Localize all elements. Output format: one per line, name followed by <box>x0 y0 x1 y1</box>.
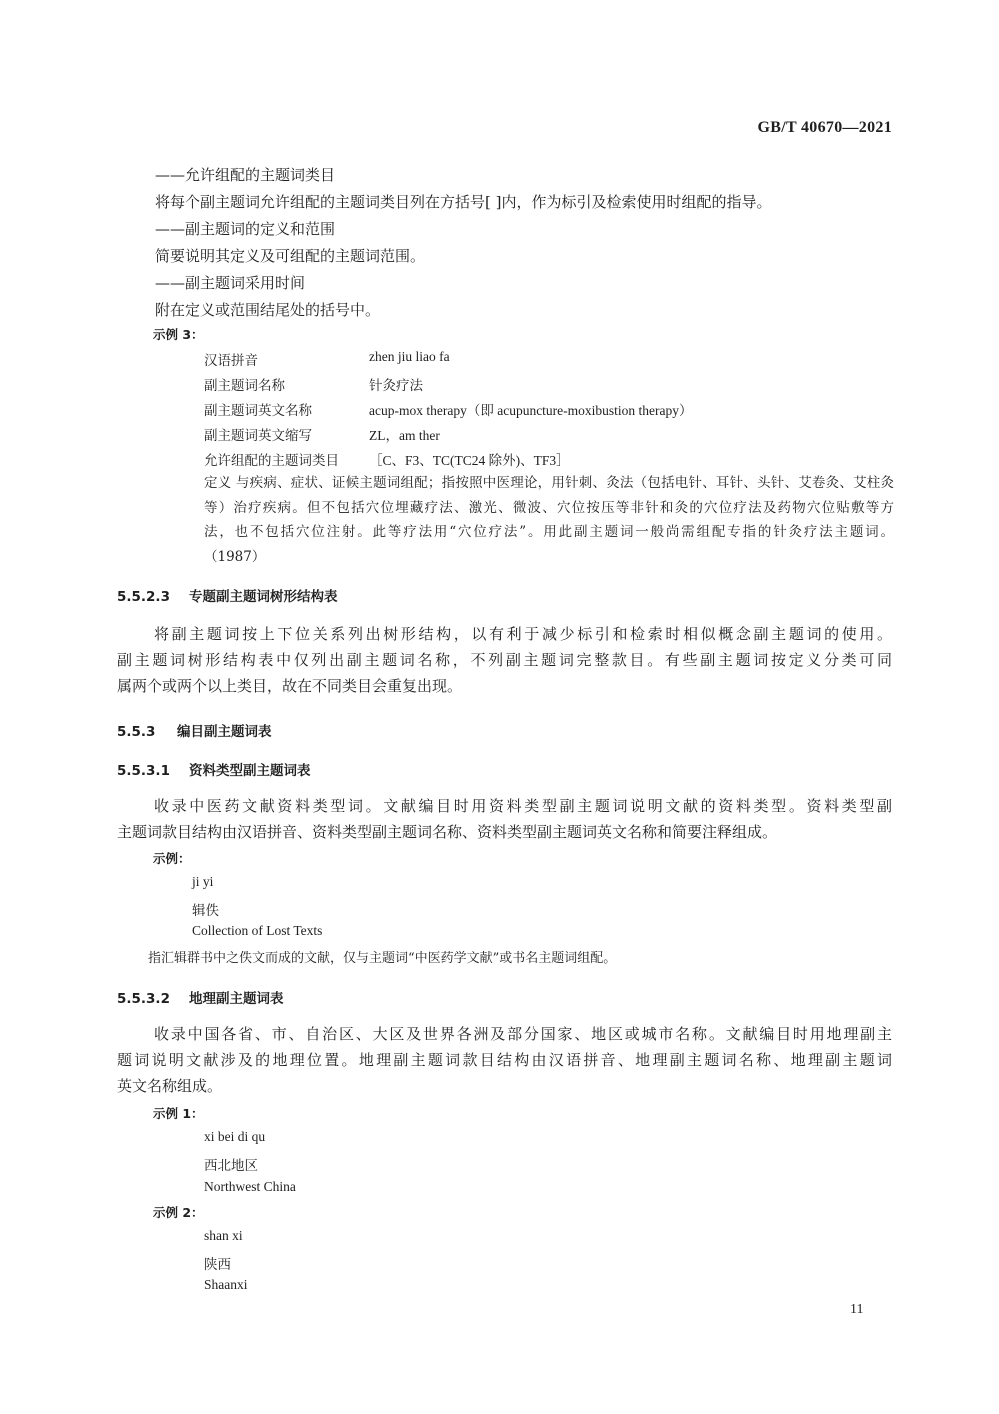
row-key: 汉语拼音 <box>204 353 258 369</box>
row-value: acup-mox therapy（即 acupuncture-moxibustion therapy） <box>369 403 693 418</box>
section-title: 专题副主题词树形结构表 <box>189 589 338 605</box>
row-key: 副主题词英文名称 <box>204 403 312 419</box>
section-5532-heading <box>117 987 284 1007</box>
intro-line-1: ——允许组配的主题词类目 <box>155 166 336 184</box>
section-5532-body <box>117 1021 892 1099</box>
intro-line-3: ——副主题词的定义和范围 <box>155 220 336 238</box>
example-1-label: 示例 1： <box>153 1106 204 1121</box>
example-item: Shaanxi <box>204 1277 248 1292</box>
section-5531-body <box>117 793 892 845</box>
paragraph-line: 将副主题词按上下位关系列出树形结构，以有利于减少标引和检索时相似概念副主题词的使用。 <box>154 625 892 643</box>
example-item: 陕西 <box>204 1257 231 1273</box>
example-item: ji yi <box>192 874 214 889</box>
paragraph-line: 收录中医药文献资料类型词。文献编目时用资料类型副主题词说明文献的资料类型。资料类型副 <box>154 797 892 815</box>
paragraph-line: 属两个或两个以上类目，故在不同类目会重复出现。 <box>117 677 463 695</box>
intro-line-2: 将每个副主题词允许组配的主题词类目列在方括号[ ]内，作为标引及检索使用时组配的指导。 <box>155 193 772 211</box>
example-2-label: 示例 2： <box>153 1205 204 1220</box>
example-item: Northwest China <box>204 1179 296 1194</box>
example-3-definition <box>204 471 894 569</box>
section-5523-body <box>117 621 892 699</box>
intro-line-4: 简要说明其定义及可组配的主题词范围。 <box>155 247 426 265</box>
definition-line: 等）治疗疾病。但不包括穴位埋藏疗法、激光、微波、穴位按压等非针和灸的穴位疗法及药物穴位贴敷等方 <box>204 499 894 516</box>
row-value: 针灸疗法 <box>369 378 423 394</box>
example-item: shan xi <box>204 1228 243 1243</box>
section-5531-heading <box>117 759 311 779</box>
section-title: 资料类型副主题词表 <box>189 763 311 779</box>
paragraph-line: 主题词款目结构由汉语拼音、资料类型副主题词名称、资料类型副主题词英文名称和简要注释组成。 <box>117 823 778 841</box>
row-key: 允许组配的主题词类目 <box>204 453 339 469</box>
section-5523-heading <box>117 585 338 605</box>
intro-line-5: ——副主题词采用时间 <box>155 274 306 292</box>
definition-line: 法，也不包括穴位注射。此等疗法用“穴位疗法”。用此副主题词一般尚需组配专指的针灸疗法主题词。 <box>204 524 894 540</box>
row-key: 副主题词名称 <box>204 378 285 394</box>
intro-line-6: 附在定义或范围结尾处的括号中。 <box>155 301 381 319</box>
example-item: 西北地区 <box>204 1158 258 1174</box>
row-value: ［C、F3、TC(TC24 除外)、TF3］ <box>369 453 570 468</box>
example-item: 辑佚 <box>192 903 219 919</box>
example-label: 示例： <box>153 851 191 866</box>
section-number: 5.5.3.2 <box>117 991 170 1007</box>
definition-line: （1987） <box>204 548 266 565</box>
section-title: 编目副主题词表 <box>177 724 272 740</box>
row-value: ZL，am ther <box>369 428 440 443</box>
row-value: zhen jiu liao fa <box>369 349 450 364</box>
page-number: 11 <box>850 1302 864 1317</box>
example-item: xi bei di qu <box>204 1129 266 1144</box>
section-number: 5.5.2.3 <box>117 589 170 605</box>
example-3-label: 示例 3： <box>153 327 204 342</box>
example-item: Collection of Lost Texts <box>192 923 323 938</box>
section-553-heading <box>117 720 272 740</box>
paragraph-line: 副主题词树形结构表中仅列出副主题词名称，不列副主题词完整款目。有些副主题词按定义分类可同 <box>117 651 892 669</box>
paragraph-line: 题词说明文献涉及的地理位置。地理副主题词款目结构由汉语拼音、地理副主题词名称、地理副主题词 <box>117 1051 892 1069</box>
section-title: 地理副主题词表 <box>189 991 284 1007</box>
standard-number: GB/T 40670—2021 <box>757 119 892 136</box>
paragraph-line: 英文名称组成。 <box>117 1077 223 1095</box>
definition-line: 定义 与疾病、症状、证候主题词组配；指按照中医理论，用针刺、灸法（包括电针、耳针、头针、艾卷灸、艾柱灸 <box>204 475 894 491</box>
section-number: 5.5.3 <box>117 724 156 740</box>
section-number: 5.5.3.1 <box>117 763 170 779</box>
row-key: 副主题词英文缩写 <box>204 428 312 444</box>
example-note: 指汇辑群书中之佚文而成的文献，仅与主题词“中医药学文献”或书名主题词组配。 <box>148 951 617 966</box>
paragraph-line: 收录中国各省、市、自治区、大区及世界各洲及部分国家、地区或城市名称。文献编目时用地理副主 <box>154 1025 892 1043</box>
